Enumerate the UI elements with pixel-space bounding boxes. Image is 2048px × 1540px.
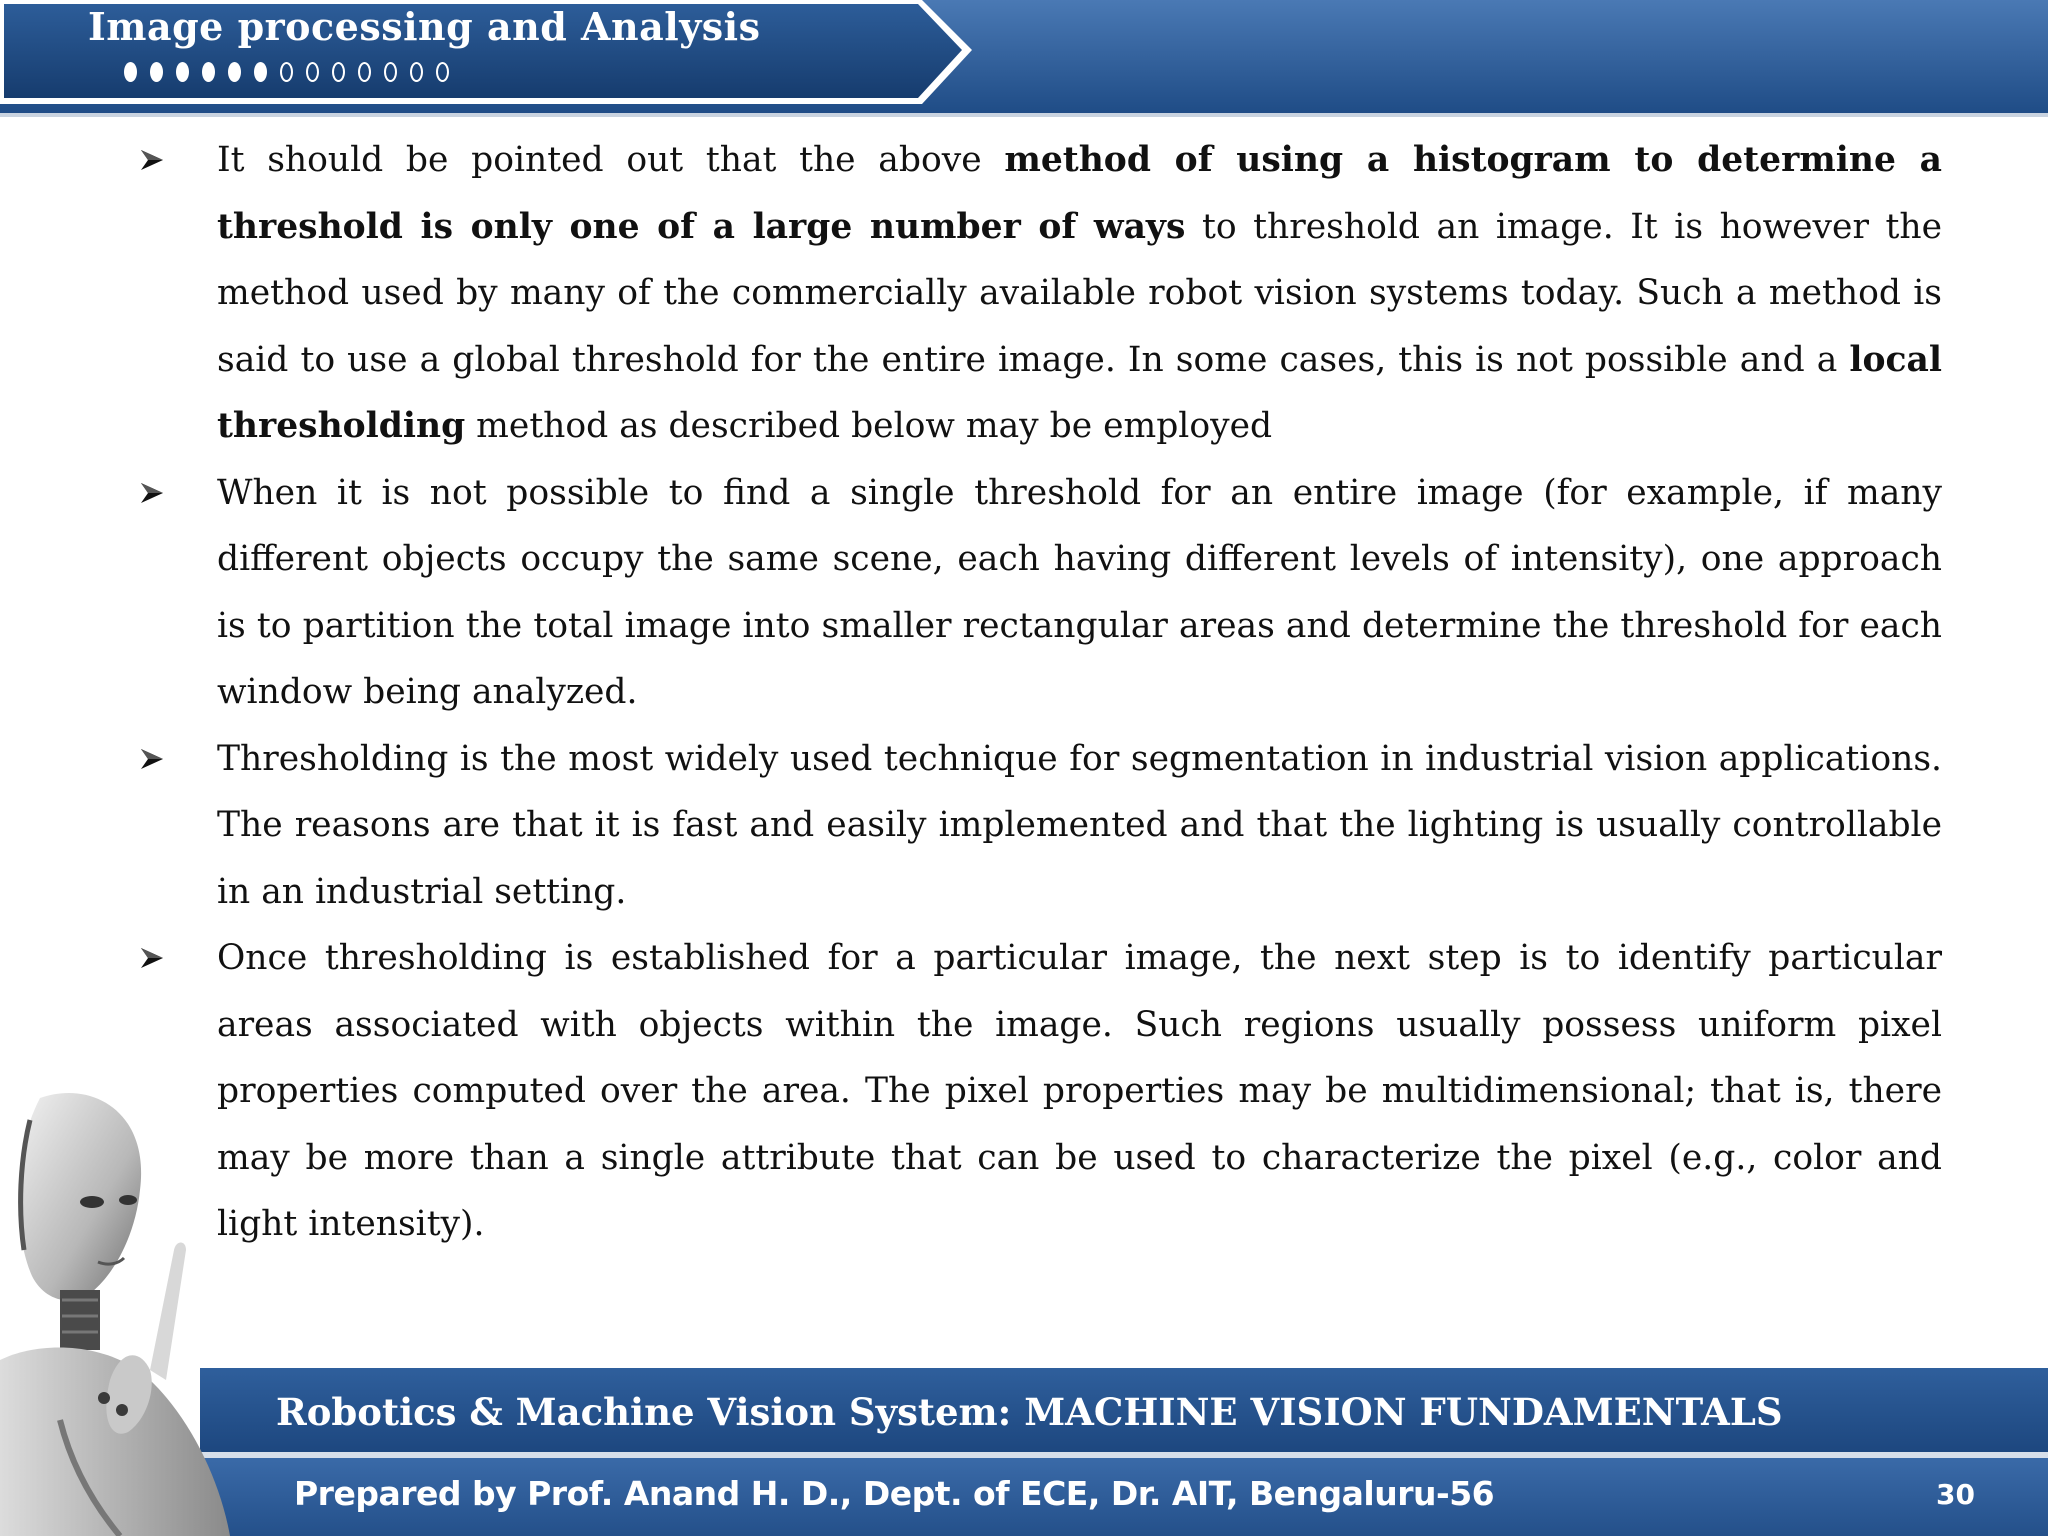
progress-dot-empty	[410, 62, 423, 82]
bullet-item	[140, 726, 1942, 926]
progress-dot-empty	[436, 62, 449, 82]
arrow-bullet-icon	[140, 925, 168, 992]
slide-header	[0, 0, 2048, 120]
page-number: 30	[1936, 1478, 1975, 1511]
progress-dot-filled	[202, 62, 215, 82]
progress-dot-empty	[332, 62, 345, 82]
course-title: Robotics & Machine Vision System: MACHINE VISION FUNDAMENTALS	[276, 1390, 1783, 1434]
bullet-text: When it is not possible to find a single threshold for an entire image (for example, if many different objects occupy the same scene, each having different levels of intensity), one approach is to partition the total image into smaller rectangular areas and determine the threshold for each window being analyzed.	[217, 472, 1942, 712]
progress-dots	[124, 62, 449, 82]
arrow-bullet-icon	[140, 127, 168, 194]
bullet-text: Thresholding is the most widely used technique for segmentation in industrial vision applications. The reasons are that it is fast and easily implemented and that the lighting is usually controllable in an industrial setting.	[217, 738, 1942, 912]
slide-body	[140, 127, 1942, 1258]
bullet-item	[140, 127, 1942, 460]
arrow-bullet-icon	[140, 726, 168, 793]
progress-dot-empty	[280, 62, 293, 82]
progress-dot-empty	[384, 62, 397, 82]
bullet-item	[140, 460, 1942, 726]
slide-title: Image processing and Analysis	[88, 4, 761, 49]
bullet-text: It should be pointed out that the above method of using a histogram to determine a threshold is only one of a large number of ways to threshold an image. It is however the method used by many of the commercially available robot vision systems today. Such a method is said to use a global threshold for the entire image. In some cases, this is not possible and a local thresholding method as described below may be employed	[217, 140, 1942, 446]
robot-illustration	[0, 1080, 240, 1536]
progress-dot-filled	[254, 62, 267, 82]
bullet-text: Once thresholding is established for a particular image, the next step is to identify particular areas associated with objects within the image. Such regions usually possess uniform pixel properties computed over the area. The pixel properties may be multidimensional; that is, there may be more than a single attribute that can be used to characterize the pixel (e.g., color and light intensity).	[217, 938, 1942, 1244]
progress-dot-filled	[176, 62, 189, 82]
arrow-bullet-icon	[140, 460, 168, 527]
progress-dot-empty	[306, 62, 319, 82]
progress-dot-filled	[124, 62, 137, 82]
progress-dot-empty	[358, 62, 371, 82]
progress-dot-filled	[228, 62, 241, 82]
author-credit: Prepared by Prof. Anand H. D., Dept. of ECE, Dr. AIT, Bengaluru-56	[294, 1474, 1495, 1513]
bullet-item	[140, 925, 1942, 1258]
progress-dot-filled	[150, 62, 163, 82]
